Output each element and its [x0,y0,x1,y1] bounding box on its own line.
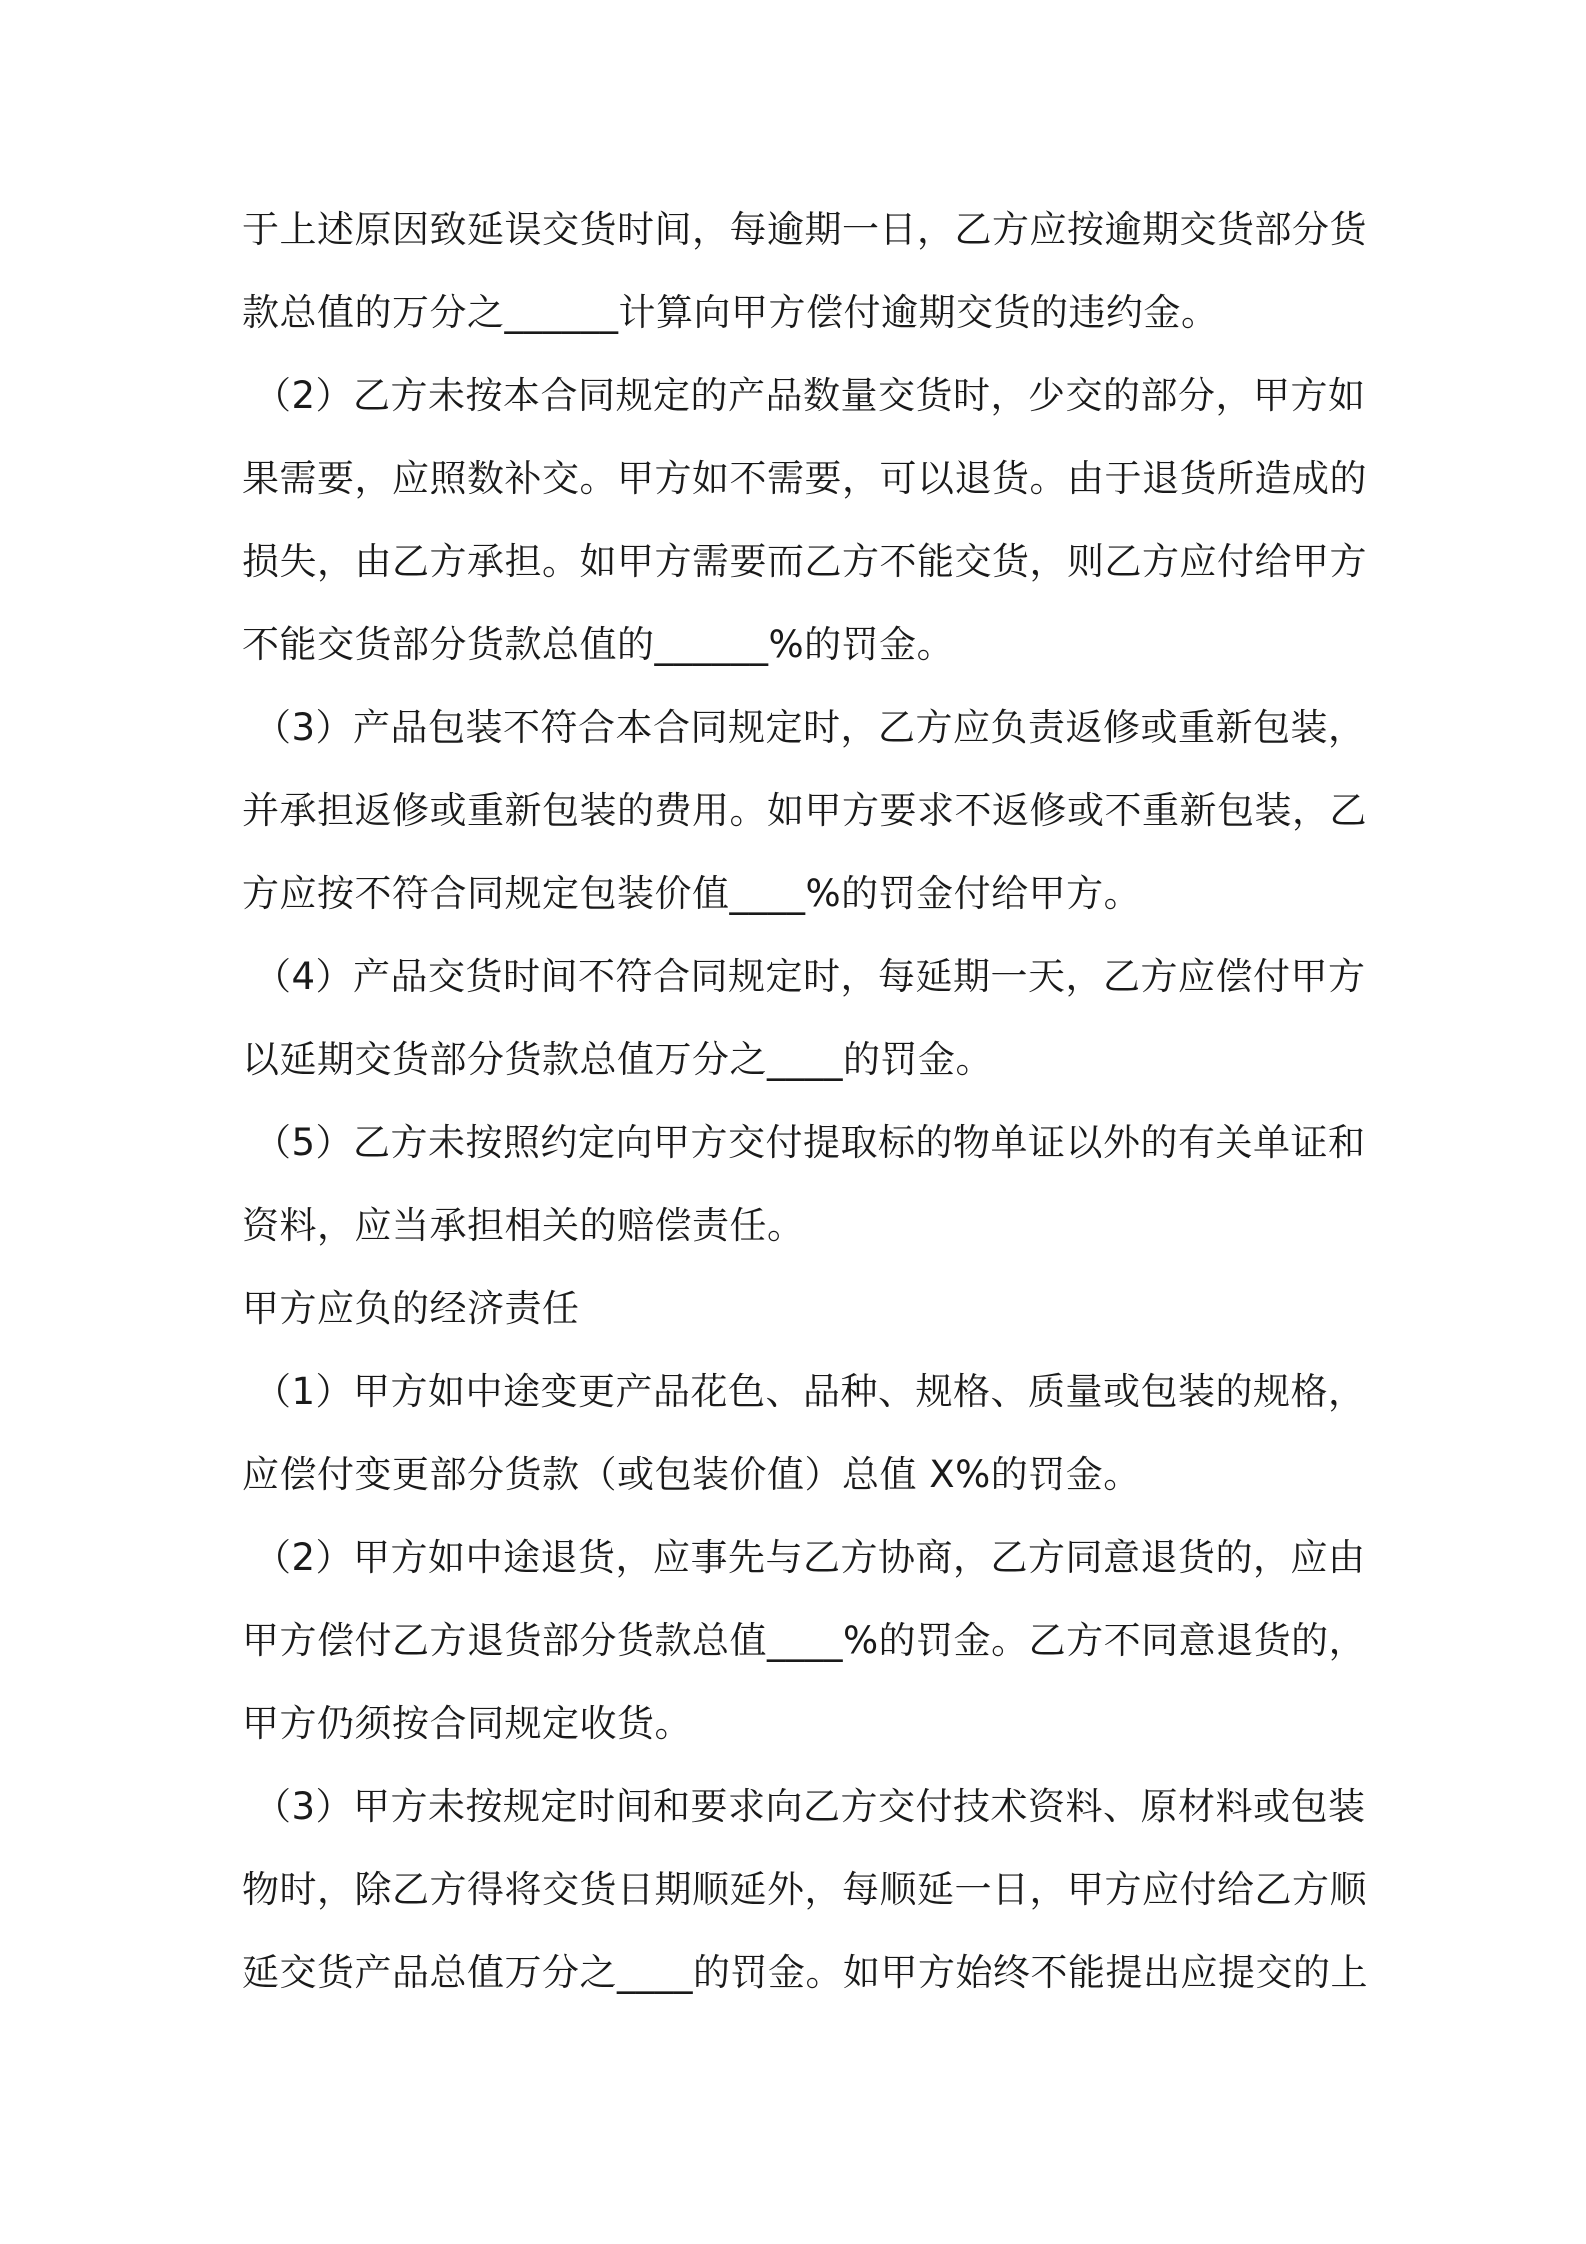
text-line: （1）甲方如中途变更产品花色、品种、规格、质量或包装的规格， [254,1370,1366,1413]
text-line: （3）甲方未按规定时间和要求向乙方交付技术资料、原材料或包装 [254,1785,1366,1828]
text-line: 款总值的万分之______计算向甲方偿付逾期交货的违约金。 [242,291,1219,334]
text-line: 物时，除乙方得将交货日期顺延外，每顺延一日，甲方应付给乙方顺 [242,1868,1367,1911]
text-line: （2）乙方未按本合同规定的产品数量交货时，少交的部分，甲方如 [254,374,1366,417]
text-line: 应偿付变更部分货款（或包装价值）总值 X%的罚金。 [242,1453,1141,1496]
text-line: 于上述原因致延误交货时间，每逾期一日，乙方应按逾期交货部分货 [242,208,1367,251]
text-line: 延交货产品总值万分之____的罚金。如甲方始终不能提出应提交的上 [242,1951,1368,1994]
text-line: 并承担返修或重新包装的费用。如甲方要求不返修或不重新包装，乙 [242,789,1367,832]
text-line: 损失，由乙方承担。如甲方需要而乙方不能交货，则乙方应付给甲方 [242,540,1367,583]
text-line: 甲方仍须按合同规定收货。 [242,1702,692,1745]
text-line: 资料，应当承担相关的赔偿责任。 [242,1204,805,1247]
section-heading: 甲方应负的经济责任 [242,1287,580,1330]
text-line: 以延期交货部分货款总值万分之____的罚金。 [242,1038,993,1081]
text-line: 方应按不符合同规定包装价值____%的罚金付给甲方。 [242,872,1142,915]
text-line: 不能交货部分货款总值的______%的罚金。 [242,623,955,666]
text-line: 果需要，应照数补交。甲方如不需要，可以退货。由于退货所造成的 [242,457,1367,500]
text-line: 甲方偿付乙方退货部分货款总值____%的罚金。乙方不同意退货的， [242,1619,1367,1662]
text-line: （2）甲方如中途退货，应事先与乙方协商，乙方同意退货的，应由 [254,1536,1366,1579]
text-line: （4）产品交货时间不符合同规定时，每延期一天，乙方应偿付甲方 [254,955,1366,998]
text-line: （5）乙方未按照约定向甲方交付提取标的物单证以外的有关单证和 [254,1121,1366,1164]
text-line: （3）产品包装不符合本合同规定时，乙方应负责返修或重新包装， [254,706,1366,749]
